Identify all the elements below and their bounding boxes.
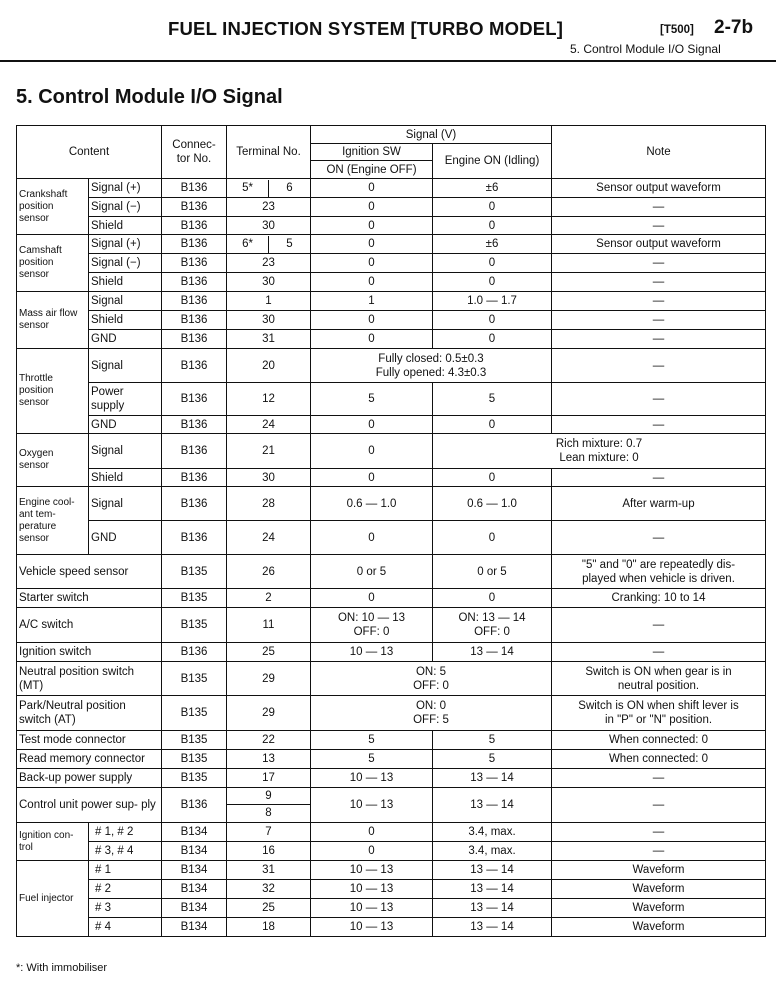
cell-terminal-a: 6* bbox=[227, 236, 269, 253]
cell-connector: B136 bbox=[162, 521, 227, 555]
cell-terminal: 16 bbox=[227, 842, 311, 861]
cell-eng: 3.4, max. bbox=[433, 842, 552, 861]
cell-item: Park/Neutral position switch (AT) bbox=[17, 696, 162, 731]
cell-ign: 0 bbox=[311, 217, 433, 235]
cell-note: — bbox=[552, 349, 766, 383]
cell-connector: B135 bbox=[162, 731, 227, 750]
cell-terminal: 29 bbox=[227, 662, 311, 696]
cell-eng: ±6 bbox=[433, 179, 552, 198]
cell-terminal: 1 bbox=[227, 292, 311, 311]
cell-note: After warm-up bbox=[552, 487, 766, 521]
cell-note: — bbox=[552, 521, 766, 555]
cell-connector: B135 bbox=[162, 750, 227, 769]
cell-note: — bbox=[552, 469, 766, 487]
note-line: in "P" or "N" position. bbox=[604, 714, 713, 726]
cell-terminal: 23 bbox=[227, 198, 311, 217]
cell-item: Shield bbox=[89, 311, 162, 330]
header-terminal: Terminal No. bbox=[227, 126, 311, 179]
table-row bbox=[17, 434, 766, 469]
cell-item: Signal bbox=[89, 434, 162, 469]
cell-item: # 4 bbox=[89, 918, 162, 937]
cell-eng: 1.0 — 1.7 bbox=[433, 292, 552, 311]
cell-ign: 5 bbox=[311, 383, 433, 416]
cell-item: Shield bbox=[89, 273, 162, 292]
page-header-title: FUEL INJECTION SYSTEM [TURBO MODEL] bbox=[168, 18, 564, 39]
cell-terminal bbox=[227, 788, 311, 823]
cell-note: — bbox=[552, 643, 766, 662]
cell-connector: B135 bbox=[162, 608, 227, 643]
table-row bbox=[17, 823, 766, 842]
cell-terminal: 28 bbox=[227, 487, 311, 521]
cell-note: — bbox=[552, 254, 766, 273]
cell-ign: 0 bbox=[311, 416, 433, 434]
cell-ign: 0 bbox=[311, 235, 433, 254]
cell-eng: 13 — 14 bbox=[433, 643, 552, 662]
table-row bbox=[17, 198, 766, 217]
cell-item: Signal bbox=[89, 487, 162, 521]
value-line: ON: 10 — 13 bbox=[337, 612, 406, 624]
note-line: Switch is ON when shift lever is bbox=[578, 700, 739, 712]
cell-item: Starter switch bbox=[17, 589, 162, 608]
cell-eng: 13 — 14 bbox=[433, 861, 552, 880]
group-maf: Mass air flow sensor bbox=[17, 292, 89, 349]
table-row bbox=[17, 416, 766, 434]
cell-note: — bbox=[552, 198, 766, 217]
cell-note bbox=[552, 555, 766, 589]
cell-item: GND bbox=[89, 330, 162, 349]
cell-item: GND bbox=[89, 416, 162, 434]
cell-terminal: 17 bbox=[227, 769, 311, 788]
table-row bbox=[17, 662, 766, 696]
cell-ign bbox=[311, 608, 433, 643]
table-row bbox=[17, 842, 766, 861]
cell-note: — bbox=[552, 608, 766, 643]
cell-note: When connected: 0 bbox=[552, 750, 766, 769]
note-line: neutral position. bbox=[617, 679, 700, 692]
cell-signal-merged bbox=[311, 662, 552, 696]
table-row bbox=[17, 487, 766, 521]
header-ignition-sw: Ignition SW bbox=[311, 144, 433, 161]
header-signal: Signal (V) bbox=[311, 126, 552, 144]
cell-eng: 0 bbox=[433, 521, 552, 555]
cell-item: Test mode connector bbox=[17, 731, 162, 750]
note-line: played when vehicle is driven. bbox=[582, 572, 735, 585]
cell-eng: 0 bbox=[433, 254, 552, 273]
value-line: ON: 13 — 14 bbox=[458, 612, 526, 624]
cell-eng: ±6 bbox=[433, 235, 552, 254]
cell-terminal-b: 5 bbox=[286, 238, 293, 250]
terminal-line: 9 bbox=[227, 788, 310, 805]
cell-connector: B135 bbox=[162, 769, 227, 788]
table-row bbox=[17, 696, 766, 731]
cell-eng: 0 bbox=[433, 469, 552, 487]
table-row bbox=[17, 311, 766, 330]
table-row bbox=[17, 349, 766, 383]
value-line: ON: 5 bbox=[415, 665, 447, 678]
cell-terminal: 31 bbox=[227, 330, 311, 349]
cell-connector: B136 bbox=[162, 254, 227, 273]
group-oxygen: Oxygen sensor bbox=[17, 434, 89, 487]
cell-eng: 0 bbox=[433, 311, 552, 330]
cell-note: Waveform bbox=[552, 918, 766, 937]
cell-note: — bbox=[552, 273, 766, 292]
cell-note: Waveform bbox=[552, 861, 766, 880]
cell-item: Ignition switch bbox=[17, 643, 162, 662]
table-row bbox=[17, 217, 766, 235]
cell-connector: B135 bbox=[162, 662, 227, 696]
table-row bbox=[17, 750, 766, 769]
cell-ign: 0 bbox=[311, 330, 433, 349]
cell-terminal: 21 bbox=[227, 434, 311, 469]
table-row bbox=[17, 273, 766, 292]
cell-ign: 0 bbox=[311, 842, 433, 861]
cell-connector: B136 bbox=[162, 198, 227, 217]
cell-ign: 0 bbox=[311, 198, 433, 217]
cell-terminal: 11 bbox=[227, 608, 311, 643]
cell-ign: 0 bbox=[311, 179, 433, 198]
cell-item: Signal bbox=[89, 292, 162, 311]
cell-ign: 0 bbox=[311, 273, 433, 292]
rich-mixture: Rich mixture: 0.7 bbox=[555, 438, 643, 450]
cell-note bbox=[552, 696, 766, 731]
cell-eng: 0 or 5 bbox=[433, 555, 552, 589]
table-row bbox=[17, 235, 766, 254]
cell-item: Power supply bbox=[89, 383, 162, 416]
cell-note: — bbox=[552, 788, 766, 823]
cell-terminal: 31 bbox=[227, 861, 311, 880]
page-header-subtitle: 5. Control Module I/O Signal bbox=[570, 42, 721, 56]
table-row bbox=[17, 643, 766, 662]
cell-connector: B134 bbox=[162, 880, 227, 899]
cell-eng: 0 bbox=[433, 589, 552, 608]
cell-note: — bbox=[552, 217, 766, 235]
cell-item: Signal (+) bbox=[89, 235, 162, 254]
cell-terminal: 24 bbox=[227, 416, 311, 434]
table-row bbox=[17, 788, 766, 823]
cell-eng: 13 — 14 bbox=[433, 769, 552, 788]
cell-item: Shield bbox=[89, 217, 162, 235]
header-connector: Connec- tor No. bbox=[162, 126, 227, 179]
header-content: Content bbox=[17, 126, 162, 179]
value-line: OFF: 0 bbox=[413, 679, 449, 692]
table-row bbox=[17, 555, 766, 589]
cell-eng: 0.6 — 1.0 bbox=[433, 487, 552, 521]
header-note: Note bbox=[552, 126, 766, 179]
cell-eng: 13 — 14 bbox=[433, 918, 552, 937]
group-fuel-injector: Fuel injector bbox=[17, 861, 89, 937]
cell-terminal-a: 5* bbox=[227, 180, 269, 197]
cell-ign: 0 bbox=[311, 254, 433, 273]
cell-connector: B136 bbox=[162, 330, 227, 349]
cell-connector: B134 bbox=[162, 842, 227, 861]
cell-connector: B136 bbox=[162, 217, 227, 235]
cell-terminal: 26 bbox=[227, 555, 311, 589]
table-row bbox=[17, 880, 766, 899]
table-row bbox=[17, 589, 766, 608]
cell-terminal: 20 bbox=[227, 349, 311, 383]
cell-connector: B136 bbox=[162, 487, 227, 521]
cell-note: When connected: 0 bbox=[552, 731, 766, 750]
cell-ign: 0 bbox=[311, 521, 433, 555]
cell-note bbox=[552, 662, 766, 696]
table-row bbox=[17, 608, 766, 643]
cell-ign: 10 — 13 bbox=[311, 899, 433, 918]
table-row bbox=[17, 521, 766, 555]
cell-terminal bbox=[227, 179, 311, 198]
value-line: OFF: 0 bbox=[353, 626, 390, 638]
cell-ign: 5 bbox=[311, 731, 433, 750]
cell-item: Read memory connector bbox=[17, 750, 162, 769]
table-row bbox=[17, 769, 766, 788]
cell-item: # 3, # 4 bbox=[89, 842, 162, 861]
table-row bbox=[17, 731, 766, 750]
cell-ign: 0 or 5 bbox=[311, 555, 433, 589]
io-signal-table bbox=[16, 125, 766, 937]
cell-ign: 1 bbox=[311, 292, 433, 311]
value-line: OFF: 5 bbox=[413, 714, 449, 726]
cell-terminal: 22 bbox=[227, 731, 311, 750]
cell-connector: B135 bbox=[162, 555, 227, 589]
group-coolant: Engine cool- ant tem- perature sensor bbox=[17, 487, 89, 555]
cell-item: Back-up power supply bbox=[17, 769, 162, 788]
cell-terminal: 30 bbox=[227, 273, 311, 292]
cell-note: — bbox=[552, 769, 766, 788]
cell-ign: 0 bbox=[311, 589, 433, 608]
cell-item: Signal (−) bbox=[89, 254, 162, 273]
cell-item: Vehicle speed sensor bbox=[17, 555, 162, 589]
cell-connector: B136 bbox=[162, 311, 227, 330]
cell-ign: 10 — 13 bbox=[311, 861, 433, 880]
cell-terminal: 32 bbox=[227, 880, 311, 899]
cell-signal-merged bbox=[311, 349, 552, 383]
cell-item: # 1 bbox=[89, 861, 162, 880]
note-line: Switch is ON when gear is in bbox=[585, 665, 732, 678]
cell-note: Sensor output waveform bbox=[552, 179, 766, 198]
cell-item: Neutral position switch (MT) bbox=[17, 662, 162, 696]
cell-eng: 5 bbox=[433, 383, 552, 416]
cell-eng: 13 — 14 bbox=[433, 899, 552, 918]
footnote: *: With immobiliser bbox=[16, 962, 108, 974]
note-line: "5" and "0" are repeatedly dis- bbox=[581, 558, 736, 571]
cell-ign: 0 bbox=[311, 823, 433, 842]
header-rule bbox=[0, 60, 776, 62]
cell-note: — bbox=[552, 823, 766, 842]
cell-note: Sensor output waveform bbox=[552, 235, 766, 254]
group-camshaft: Camshaft position sensor bbox=[17, 235, 89, 292]
cell-eng: 13 — 14 bbox=[433, 880, 552, 899]
table-row bbox=[17, 469, 766, 487]
cell-eng: 0 bbox=[433, 198, 552, 217]
cell-note: — bbox=[552, 416, 766, 434]
cell-eng: 0 bbox=[433, 217, 552, 235]
cell-terminal bbox=[227, 235, 311, 254]
cell-terminal: 30 bbox=[227, 469, 311, 487]
cell-eng: 0 bbox=[433, 273, 552, 292]
header-ignition-on: ON (Engine OFF) bbox=[311, 161, 433, 179]
cell-terminal: 2 bbox=[227, 589, 311, 608]
cell-terminal: 7 bbox=[227, 823, 311, 842]
cell-terminal: 12 bbox=[227, 383, 311, 416]
cell-ign: 10 — 13 bbox=[311, 769, 433, 788]
cell-ign: 5 bbox=[311, 750, 433, 769]
cell-connector: B135 bbox=[162, 589, 227, 608]
cell-connector: B136 bbox=[162, 416, 227, 434]
table-row bbox=[17, 330, 766, 349]
value-line: OFF: 0 bbox=[474, 626, 510, 638]
cell-connector: B136 bbox=[162, 292, 227, 311]
cell-terminal: 30 bbox=[227, 311, 311, 330]
cell-connector: B135 bbox=[162, 696, 227, 731]
cell-item: # 3 bbox=[89, 899, 162, 918]
cell-connector: B136 bbox=[162, 788, 227, 823]
cell-ign: 10 — 13 bbox=[311, 880, 433, 899]
cell-terminal-b: 6 bbox=[286, 182, 293, 194]
cell-terminal: 23 bbox=[227, 254, 311, 273]
cell-connector: B136 bbox=[162, 383, 227, 416]
cell-item: # 2 bbox=[89, 880, 162, 899]
group-crankshaft: Crankshaft position sensor bbox=[17, 179, 89, 235]
cell-item: Control unit power sup- ply bbox=[17, 788, 162, 823]
cell-connector: B136 bbox=[162, 643, 227, 662]
table-row bbox=[17, 292, 766, 311]
table-row bbox=[17, 179, 766, 198]
table-row bbox=[17, 918, 766, 937]
cell-item: Signal (−) bbox=[89, 198, 162, 217]
cell-item: Signal bbox=[89, 349, 162, 383]
table-row bbox=[17, 899, 766, 918]
cell-item: Shield bbox=[89, 469, 162, 487]
cell-terminal: 25 bbox=[227, 899, 311, 918]
cell-connector: B134 bbox=[162, 918, 227, 937]
cell-item: GND bbox=[89, 521, 162, 555]
cell-connector: B136 bbox=[162, 273, 227, 292]
cell-connector: B136 bbox=[162, 349, 227, 383]
cell-terminal: 30 bbox=[227, 217, 311, 235]
cell-note: — bbox=[552, 842, 766, 861]
cell-item: Signal (+) bbox=[89, 179, 162, 198]
cell-ign: 10 — 13 bbox=[311, 788, 433, 823]
table-row bbox=[17, 383, 766, 416]
cell-note: — bbox=[552, 383, 766, 416]
terminal-line: 8 bbox=[265, 807, 272, 819]
cell-item: # 1, # 2 bbox=[89, 823, 162, 842]
cell-eng: 13 — 14 bbox=[433, 788, 552, 823]
cell-eng bbox=[433, 608, 552, 643]
cell-terminal: 18 bbox=[227, 918, 311, 937]
cell-note: — bbox=[552, 330, 766, 349]
cell-eng: 3.4, max. bbox=[433, 823, 552, 842]
cell-connector: B136 bbox=[162, 469, 227, 487]
section-title: 5. Control Module I/O Signal bbox=[16, 86, 283, 108]
header-engine-on: Engine ON (Idling) bbox=[433, 144, 552, 179]
cell-note: Waveform bbox=[552, 880, 766, 899]
page-number: 2-7b bbox=[714, 17, 754, 38]
cell-ign: 10 — 13 bbox=[311, 643, 433, 662]
cell-terminal: 29 bbox=[227, 696, 311, 731]
group-throttle: Throttle position sensor bbox=[17, 349, 89, 434]
cell-terminal: 13 bbox=[227, 750, 311, 769]
table-row bbox=[17, 254, 766, 273]
page-header-code: [T500] bbox=[660, 24, 694, 36]
cell-ign: 0.6 — 1.0 bbox=[311, 487, 433, 521]
value-line: ON: 0 bbox=[415, 700, 447, 712]
cell-connector: B134 bbox=[162, 861, 227, 880]
cell-ign: 0 bbox=[311, 311, 433, 330]
cell-connector: B136 bbox=[162, 179, 227, 198]
cell-connector: B134 bbox=[162, 899, 227, 918]
cell-ign: 10 — 13 bbox=[311, 918, 433, 937]
throttle-opened: Fully opened: 4.3±0.3 bbox=[375, 366, 487, 379]
group-ignition-control: Ignition con- trol bbox=[17, 823, 89, 861]
cell-note: Cranking: 10 to 14 bbox=[552, 589, 766, 608]
cell-terminal: 24 bbox=[227, 521, 311, 555]
cell-signal-merged bbox=[311, 696, 552, 731]
cell-note: Waveform bbox=[552, 899, 766, 918]
cell-terminal: 25 bbox=[227, 643, 311, 662]
cell-connector: B134 bbox=[162, 823, 227, 842]
cell-eng: 5 bbox=[433, 731, 552, 750]
cell-note: — bbox=[552, 311, 766, 330]
cell-ign: 0 bbox=[311, 469, 433, 487]
throttle-closed: Fully closed: 0.5±0.3 bbox=[378, 352, 484, 365]
cell-ign: 0 bbox=[311, 434, 433, 469]
cell-eng: 5 bbox=[433, 750, 552, 769]
table-row bbox=[17, 861, 766, 880]
cell-engine-note-merged bbox=[433, 434, 766, 469]
cell-eng: 0 bbox=[433, 416, 552, 434]
cell-connector: B136 bbox=[162, 235, 227, 254]
cell-eng: 0 bbox=[433, 330, 552, 349]
lean-mixture: Lean mixture: 0 bbox=[559, 452, 639, 464]
header-row bbox=[17, 126, 766, 144]
cell-note: — bbox=[552, 292, 766, 311]
cell-connector: B136 bbox=[162, 434, 227, 469]
cell-item: A/C switch bbox=[17, 608, 162, 643]
